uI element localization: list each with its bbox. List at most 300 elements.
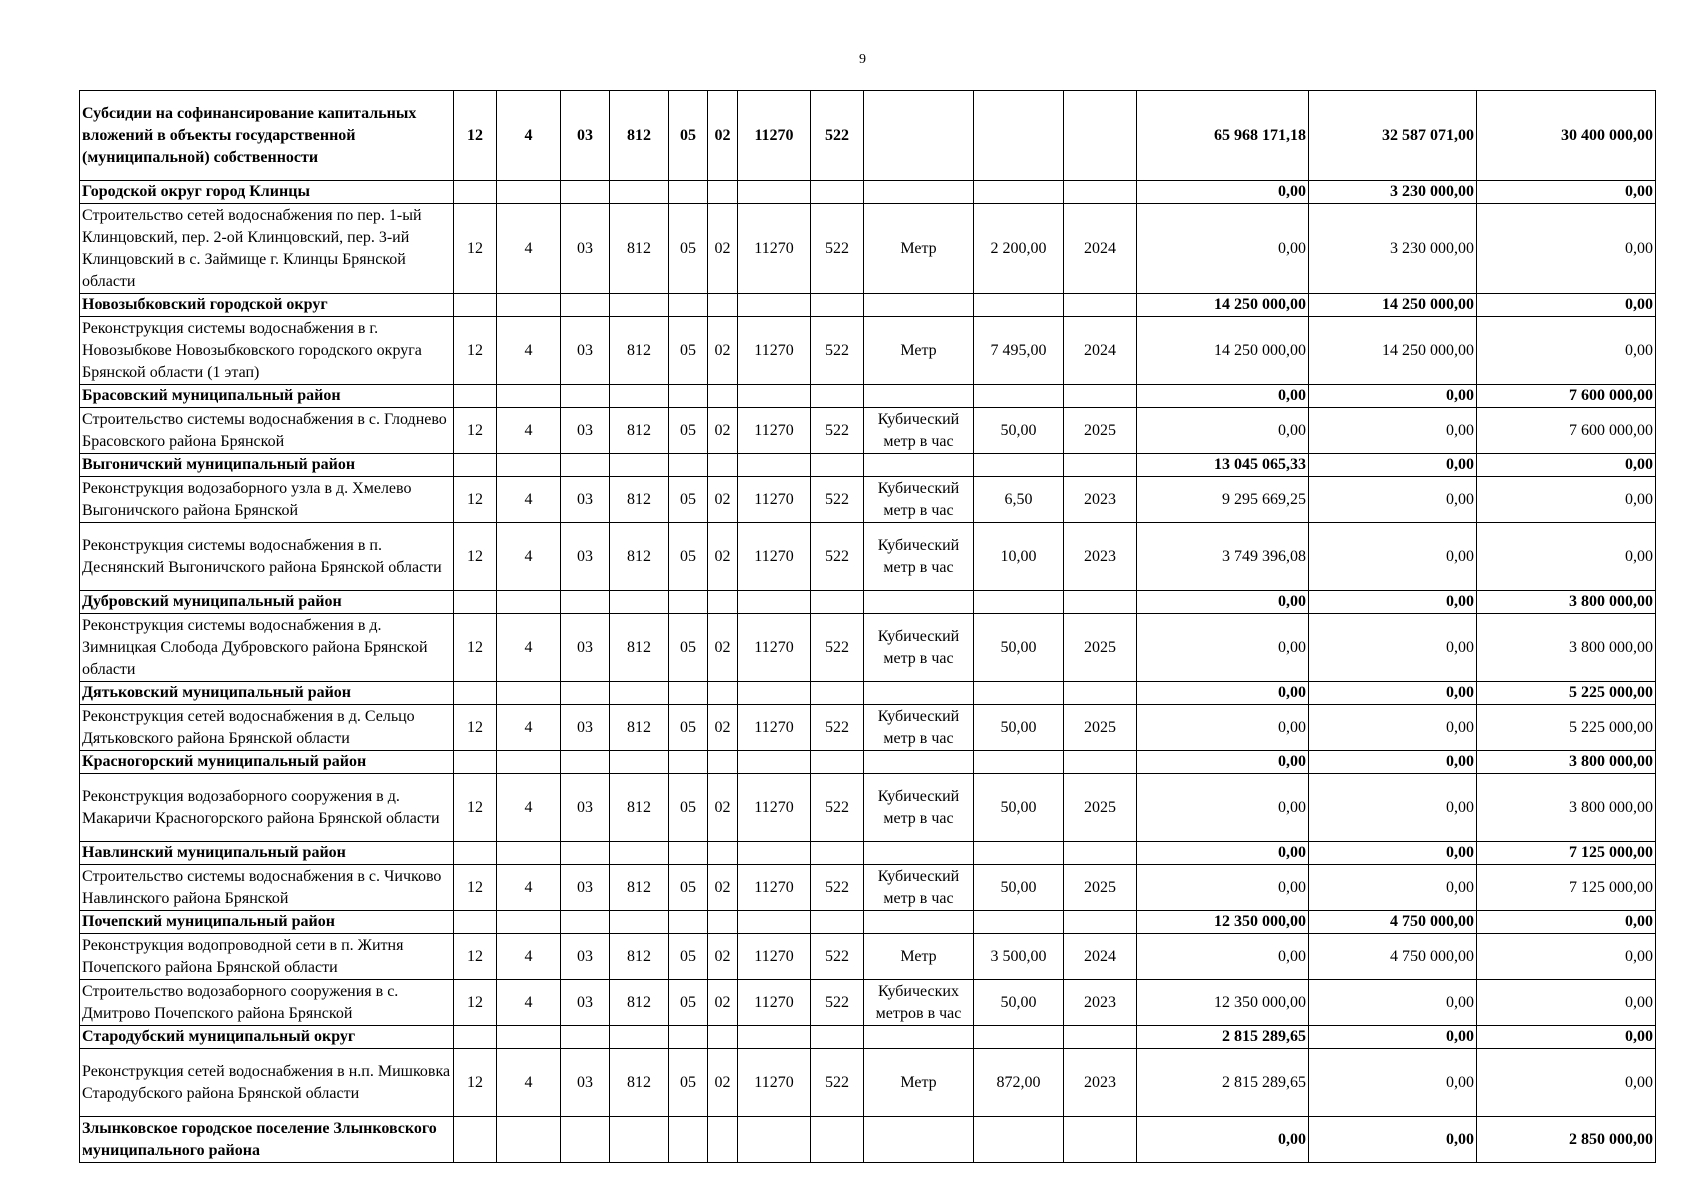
cell-c6: 02 <box>708 408 738 454</box>
table-row <box>80 317 1656 385</box>
cell-c5 <box>669 751 708 774</box>
cell-c4: 812 <box>610 614 669 682</box>
cell-amount-2024: 0,00 <box>1309 751 1477 774</box>
cell-c4 <box>610 911 669 934</box>
cell-unit <box>864 1117 974 1163</box>
cell-c6 <box>708 751 738 774</box>
cell-c2: 4 <box>497 614 561 682</box>
cell-name: Строительство водозаборного сооружения в с. Дмитрово Почепского района Брянской <box>80 980 454 1026</box>
cell-c3 <box>561 911 610 934</box>
cell-name: Навлинский муниципальный район <box>80 842 454 865</box>
cell-c3: 03 <box>561 91 610 181</box>
cell-c6 <box>708 454 738 477</box>
cell-capacity <box>974 751 1064 774</box>
cell-c2 <box>497 454 561 477</box>
table-row <box>80 204 1656 294</box>
cell-capacity: 872,00 <box>974 1049 1064 1117</box>
cell-c4: 812 <box>610 91 669 181</box>
table-row <box>80 705 1656 751</box>
table-row <box>80 1049 1656 1117</box>
cell-capacity <box>974 91 1064 181</box>
cell-c8: 522 <box>811 477 864 523</box>
cell-c3 <box>561 294 610 317</box>
cell-c6: 02 <box>708 1049 738 1117</box>
cell-c3: 03 <box>561 408 610 454</box>
cell-c2: 4 <box>497 774 561 842</box>
cell-amount-2024: 0,00 <box>1309 408 1477 454</box>
cell-capacity <box>974 842 1064 865</box>
cell-c8: 522 <box>811 523 864 591</box>
cell-c7 <box>738 1026 811 1049</box>
cell-amount-2023: 0,00 <box>1137 408 1309 454</box>
cell-c5: 05 <box>669 523 708 591</box>
cell-c5 <box>669 682 708 705</box>
cell-amount-2024: 0,00 <box>1309 614 1477 682</box>
cell-c7: 11270 <box>738 523 811 591</box>
cell-unit <box>864 385 974 408</box>
cell-c7: 11270 <box>738 1049 811 1117</box>
cell-amount-2025: 7 600 000,00 <box>1477 385 1656 408</box>
cell-c6: 02 <box>708 614 738 682</box>
cell-c2: 4 <box>497 1049 561 1117</box>
cell-name: Дятьковский муниципальный район <box>80 682 454 705</box>
cell-capacity: 7 495,00 <box>974 317 1064 385</box>
cell-name: Субсидии на софинансирование капитальных вложений в объекты государственной (муниципальной) собственности <box>80 91 454 181</box>
cell-year <box>1064 181 1137 204</box>
cell-year: 2023 <box>1064 523 1137 591</box>
cell-name: Реконструкция системы водоснабжения в г. Новозыбкове Новозыбковского городского округа Брянской области (1 этап) <box>80 317 454 385</box>
cell-year: 2024 <box>1064 934 1137 980</box>
cell-amount-2025: 2 850 000,00 <box>1477 1117 1656 1163</box>
cell-c1: 12 <box>454 934 497 980</box>
cell-c5 <box>669 1026 708 1049</box>
cell-c5 <box>669 1117 708 1163</box>
cell-name: Реконструкция водозаборного узла в д. Хмелево Выгоничского района Брянской <box>80 477 454 523</box>
cell-amount-2024: 0,00 <box>1309 523 1477 591</box>
cell-c2 <box>497 294 561 317</box>
cell-year <box>1064 751 1137 774</box>
cell-c3: 03 <box>561 774 610 842</box>
cell-c7: 11270 <box>738 705 811 751</box>
group-row <box>80 1117 1656 1163</box>
cell-capacity <box>974 181 1064 204</box>
cell-c5: 05 <box>669 477 708 523</box>
cell-amount-2023: 0,00 <box>1137 591 1309 614</box>
cell-year <box>1064 294 1137 317</box>
cell-capacity: 50,00 <box>974 980 1064 1026</box>
cell-amount-2025: 30 400 000,00 <box>1477 91 1656 181</box>
cell-c5: 05 <box>669 408 708 454</box>
cell-year <box>1064 591 1137 614</box>
cell-capacity <box>974 454 1064 477</box>
cell-c4: 812 <box>610 317 669 385</box>
cell-name: Строительство системы водоснабжения в с. Чичково Навлинского района Брянской <box>80 865 454 911</box>
cell-c5: 05 <box>669 980 708 1026</box>
cell-c8: 522 <box>811 614 864 682</box>
cell-c3 <box>561 842 610 865</box>
cell-c3: 03 <box>561 204 610 294</box>
cell-capacity: 50,00 <box>974 865 1064 911</box>
table-row <box>80 477 1656 523</box>
cell-c6: 02 <box>708 774 738 842</box>
cell-c6: 02 <box>708 204 738 294</box>
group-row <box>80 1026 1656 1049</box>
cell-amount-2025: 7 600 000,00 <box>1477 408 1656 454</box>
cell-amount-2025: 0,00 <box>1477 1026 1656 1049</box>
cell-capacity: 3 500,00 <box>974 934 1064 980</box>
cell-c8: 522 <box>811 408 864 454</box>
cell-amount-2025: 0,00 <box>1477 980 1656 1026</box>
cell-year: 2024 <box>1064 204 1137 294</box>
cell-amount-2023: 0,00 <box>1137 1117 1309 1163</box>
cell-year: 2023 <box>1064 477 1137 523</box>
cell-c4 <box>610 1117 669 1163</box>
cell-year <box>1064 1026 1137 1049</box>
cell-name: Брасовский муниципальный район <box>80 385 454 408</box>
cell-capacity <box>974 385 1064 408</box>
cell-year: 2025 <box>1064 705 1137 751</box>
cell-amount-2025: 3 800 000,00 <box>1477 591 1656 614</box>
cell-c6 <box>708 682 738 705</box>
cell-unit: Метр <box>864 204 974 294</box>
cell-amount-2023: 0,00 <box>1137 842 1309 865</box>
cell-c8 <box>811 294 864 317</box>
cell-c5: 05 <box>669 865 708 911</box>
cell-c3: 03 <box>561 477 610 523</box>
cell-year <box>1064 385 1137 408</box>
cell-c6 <box>708 1026 738 1049</box>
cell-year <box>1064 911 1137 934</box>
cell-name: Городской округ город Клинцы <box>80 181 454 204</box>
cell-c6: 02 <box>708 865 738 911</box>
cell-c6 <box>708 842 738 865</box>
cell-amount-2023: 0,00 <box>1137 934 1309 980</box>
cell-capacity: 10,00 <box>974 523 1064 591</box>
cell-capacity <box>974 1026 1064 1049</box>
cell-c8 <box>811 911 864 934</box>
cell-name: Новозыбковский городской округ <box>80 294 454 317</box>
cell-c3 <box>561 1117 610 1163</box>
cell-c2: 4 <box>497 705 561 751</box>
cell-unit: Кубический метр в час <box>864 865 974 911</box>
cell-c8 <box>811 385 864 408</box>
cell-c1: 12 <box>454 1049 497 1117</box>
cell-amount-2023: 12 350 000,00 <box>1137 911 1309 934</box>
cell-c8 <box>811 682 864 705</box>
cell-c4: 812 <box>610 408 669 454</box>
cell-amount-2025: 0,00 <box>1477 181 1656 204</box>
cell-year: 2025 <box>1064 614 1137 682</box>
cell-c7 <box>738 181 811 204</box>
cell-c2: 4 <box>497 204 561 294</box>
cell-amount-2025: 7 125 000,00 <box>1477 865 1656 911</box>
cell-c8: 522 <box>811 705 864 751</box>
cell-c1 <box>454 181 497 204</box>
cell-amount-2024: 0,00 <box>1309 774 1477 842</box>
cell-c4: 812 <box>610 774 669 842</box>
cell-c2 <box>497 1026 561 1049</box>
cell-year: 2025 <box>1064 774 1137 842</box>
cell-year: 2023 <box>1064 980 1137 1026</box>
cell-c6: 02 <box>708 934 738 980</box>
cell-c4 <box>610 454 669 477</box>
cell-c4 <box>610 294 669 317</box>
cell-c1 <box>454 294 497 317</box>
cell-unit: Метр <box>864 317 974 385</box>
cell-c2: 4 <box>497 865 561 911</box>
cell-c8: 522 <box>811 204 864 294</box>
cell-c7: 11270 <box>738 317 811 385</box>
cell-c3: 03 <box>561 614 610 682</box>
cell-amount-2024: 3 230 000,00 <box>1309 204 1477 294</box>
cell-c1 <box>454 591 497 614</box>
cell-unit: Кубических метров в час <box>864 980 974 1026</box>
cell-amount-2025: 0,00 <box>1477 454 1656 477</box>
cell-c2: 4 <box>497 408 561 454</box>
cell-c4 <box>610 751 669 774</box>
cell-amount-2023: 0,00 <box>1137 751 1309 774</box>
cell-c8 <box>811 591 864 614</box>
cell-c2 <box>497 1117 561 1163</box>
cell-name: Реконструкция сетей водоснабжения в н.п. Мишковка Стародубского района Брянской области <box>80 1049 454 1117</box>
cell-name: Красногорский муниципальный район <box>80 751 454 774</box>
cell-amount-2023: 12 350 000,00 <box>1137 980 1309 1026</box>
cell-amount-2023: 2 815 289,65 <box>1137 1026 1309 1049</box>
cell-amount-2025: 5 225 000,00 <box>1477 705 1656 751</box>
cell-c7: 11270 <box>738 934 811 980</box>
cell-unit: Кубический метр в час <box>864 408 974 454</box>
cell-capacity <box>974 911 1064 934</box>
cell-c7: 11270 <box>738 980 811 1026</box>
cell-c8: 522 <box>811 91 864 181</box>
cell-amount-2024: 0,00 <box>1309 682 1477 705</box>
cell-c6 <box>708 1117 738 1163</box>
cell-name: Строительство сетей водоснабжения по пер. 1-ый Клинцовский, пер. 2-ой Клинцовский, пер. 3-ий Клинцовский в с. Займище г. Клинцы Брянской области <box>80 204 454 294</box>
cell-c1: 12 <box>454 865 497 911</box>
cell-c1 <box>454 751 497 774</box>
cell-amount-2023: 0,00 <box>1137 385 1309 408</box>
cell-name: Строительство системы водоснабжения в с. Глоднево Брасовского района Брянской <box>80 408 454 454</box>
cell-name: Стародубский муниципальный округ <box>80 1026 454 1049</box>
cell-unit: Кубический метр в час <box>864 523 974 591</box>
cell-unit: Кубический метр в час <box>864 477 974 523</box>
page-number: 9 <box>859 52 866 67</box>
group-row <box>80 682 1656 705</box>
cell-c7 <box>738 842 811 865</box>
cell-c7 <box>738 385 811 408</box>
cell-capacity <box>974 1117 1064 1163</box>
cell-amount-2023: 0,00 <box>1137 682 1309 705</box>
cell-name: Дубровский муниципальный район <box>80 591 454 614</box>
cell-amount-2025: 0,00 <box>1477 911 1656 934</box>
cell-c3 <box>561 591 610 614</box>
cell-c4: 812 <box>610 865 669 911</box>
cell-c2 <box>497 591 561 614</box>
cell-amount-2024: 0,00 <box>1309 385 1477 408</box>
cell-c5: 05 <box>669 204 708 294</box>
cell-c5 <box>669 181 708 204</box>
cell-unit: Метр <box>864 934 974 980</box>
cell-year: 2023 <box>1064 1049 1137 1117</box>
cell-c1: 12 <box>454 204 497 294</box>
cell-c7: 11270 <box>738 477 811 523</box>
cell-year <box>1064 454 1137 477</box>
cell-name: Выгоничский муниципальный район <box>80 454 454 477</box>
cell-amount-2024: 4 750 000,00 <box>1309 934 1477 980</box>
cell-c1: 12 <box>454 91 497 181</box>
cell-amount-2025: 0,00 <box>1477 317 1656 385</box>
cell-name: Реконструкция водозаборного сооружения в д. Макаричи Красногорского района Брянской области <box>80 774 454 842</box>
cell-c5: 05 <box>669 91 708 181</box>
cell-amount-2024: 0,00 <box>1309 1026 1477 1049</box>
cell-year <box>1064 682 1137 705</box>
group-row <box>80 181 1656 204</box>
cell-year <box>1064 842 1137 865</box>
cell-c3 <box>561 1026 610 1049</box>
cell-c7 <box>738 591 811 614</box>
cell-amount-2025: 0,00 <box>1477 934 1656 980</box>
cell-c2 <box>497 682 561 705</box>
cell-amount-2023: 14 250 000,00 <box>1137 294 1309 317</box>
cell-amount-2024: 32 587 071,00 <box>1309 91 1477 181</box>
cell-c3: 03 <box>561 317 610 385</box>
cell-amount-2024: 0,00 <box>1309 454 1477 477</box>
group-row <box>80 751 1656 774</box>
cell-unit <box>864 454 974 477</box>
cell-c1 <box>454 1026 497 1049</box>
cell-c2: 4 <box>497 934 561 980</box>
cell-unit <box>864 751 974 774</box>
cell-c6: 02 <box>708 980 738 1026</box>
cell-c5: 05 <box>669 1049 708 1117</box>
cell-c2 <box>497 181 561 204</box>
cell-capacity <box>974 294 1064 317</box>
table-row <box>80 614 1656 682</box>
cell-c1 <box>454 842 497 865</box>
cell-amount-2023: 2 815 289,65 <box>1137 1049 1309 1117</box>
cell-amount-2023: 0,00 <box>1137 705 1309 751</box>
cell-amount-2024: 0,00 <box>1309 842 1477 865</box>
group-row <box>80 842 1656 865</box>
cell-amount-2025: 3 800 000,00 <box>1477 751 1656 774</box>
cell-amount-2025: 0,00 <box>1477 1049 1656 1117</box>
group-row <box>80 454 1656 477</box>
cell-unit <box>864 181 974 204</box>
cell-unit <box>864 91 974 181</box>
cell-c2 <box>497 911 561 934</box>
cell-c4: 812 <box>610 204 669 294</box>
cell-c6 <box>708 911 738 934</box>
cell-amount-2023: 3 749 396,08 <box>1137 523 1309 591</box>
cell-c6: 02 <box>708 91 738 181</box>
cell-c3: 03 <box>561 1049 610 1117</box>
cell-c7 <box>738 911 811 934</box>
cell-capacity: 6,50 <box>974 477 1064 523</box>
group-row <box>80 591 1656 614</box>
cell-c5 <box>669 385 708 408</box>
cell-c8 <box>811 181 864 204</box>
cell-c3: 03 <box>561 934 610 980</box>
cell-c1: 12 <box>454 980 497 1026</box>
cell-c5 <box>669 454 708 477</box>
cell-c1 <box>454 1117 497 1163</box>
cell-c8 <box>811 751 864 774</box>
cell-amount-2024: 0,00 <box>1309 1049 1477 1117</box>
cell-c4 <box>610 842 669 865</box>
cell-c5 <box>669 591 708 614</box>
cell-c5 <box>669 842 708 865</box>
cell-c7: 11270 <box>738 91 811 181</box>
cell-year <box>1064 1117 1137 1163</box>
cell-c3 <box>561 454 610 477</box>
cell-unit <box>864 591 974 614</box>
cell-amount-2023: 0,00 <box>1137 181 1309 204</box>
cell-capacity <box>974 682 1064 705</box>
cell-amount-2024: 0,00 <box>1309 980 1477 1026</box>
cell-amount-2025: 5 225 000,00 <box>1477 682 1656 705</box>
cell-c5: 05 <box>669 705 708 751</box>
cell-c5: 05 <box>669 774 708 842</box>
cell-c4: 812 <box>610 980 669 1026</box>
cell-c8: 522 <box>811 774 864 842</box>
cell-c8 <box>811 842 864 865</box>
cell-c1: 12 <box>454 408 497 454</box>
cell-c4 <box>610 682 669 705</box>
cell-c7: 11270 <box>738 865 811 911</box>
cell-c4 <box>610 181 669 204</box>
cell-c7: 11270 <box>738 204 811 294</box>
cell-c1 <box>454 454 497 477</box>
cell-c8: 522 <box>811 980 864 1026</box>
cell-unit <box>864 911 974 934</box>
cell-c7 <box>738 751 811 774</box>
cell-amount-2025: 3 800 000,00 <box>1477 614 1656 682</box>
cell-c6 <box>708 385 738 408</box>
cell-amount-2025: 3 800 000,00 <box>1477 774 1656 842</box>
cell-year <box>1064 91 1137 181</box>
cell-c1: 12 <box>454 614 497 682</box>
cell-c8 <box>811 1117 864 1163</box>
cell-c8 <box>811 1026 864 1049</box>
cell-unit: Кубический метр в час <box>864 705 974 751</box>
cell-amount-2025: 0,00 <box>1477 294 1656 317</box>
cell-amount-2023: 0,00 <box>1137 614 1309 682</box>
cell-c3: 03 <box>561 980 610 1026</box>
cell-c8: 522 <box>811 317 864 385</box>
cell-c3: 03 <box>561 865 610 911</box>
cell-amount-2024: 14 250 000,00 <box>1309 317 1477 385</box>
cell-c8: 522 <box>811 934 864 980</box>
cell-c6: 02 <box>708 477 738 523</box>
cell-c2: 4 <box>497 980 561 1026</box>
cell-amount-2023: 0,00 <box>1137 204 1309 294</box>
table-row <box>80 865 1656 911</box>
cell-amount-2024: 0,00 <box>1309 477 1477 523</box>
cell-amount-2024: 0,00 <box>1309 1117 1477 1163</box>
cell-c7: 11270 <box>738 408 811 454</box>
cell-amount-2024: 0,00 <box>1309 865 1477 911</box>
cell-c2: 4 <box>497 523 561 591</box>
cell-unit: Кубический метр в час <box>864 774 974 842</box>
cell-c4 <box>610 1026 669 1049</box>
cell-amount-2024: 4 750 000,00 <box>1309 911 1477 934</box>
cell-c4: 812 <box>610 934 669 980</box>
cell-year: 2024 <box>1064 317 1137 385</box>
cell-capacity: 50,00 <box>974 774 1064 842</box>
cell-c4 <box>610 385 669 408</box>
cell-amount-2025: 7 125 000,00 <box>1477 842 1656 865</box>
cell-c3: 03 <box>561 523 610 591</box>
